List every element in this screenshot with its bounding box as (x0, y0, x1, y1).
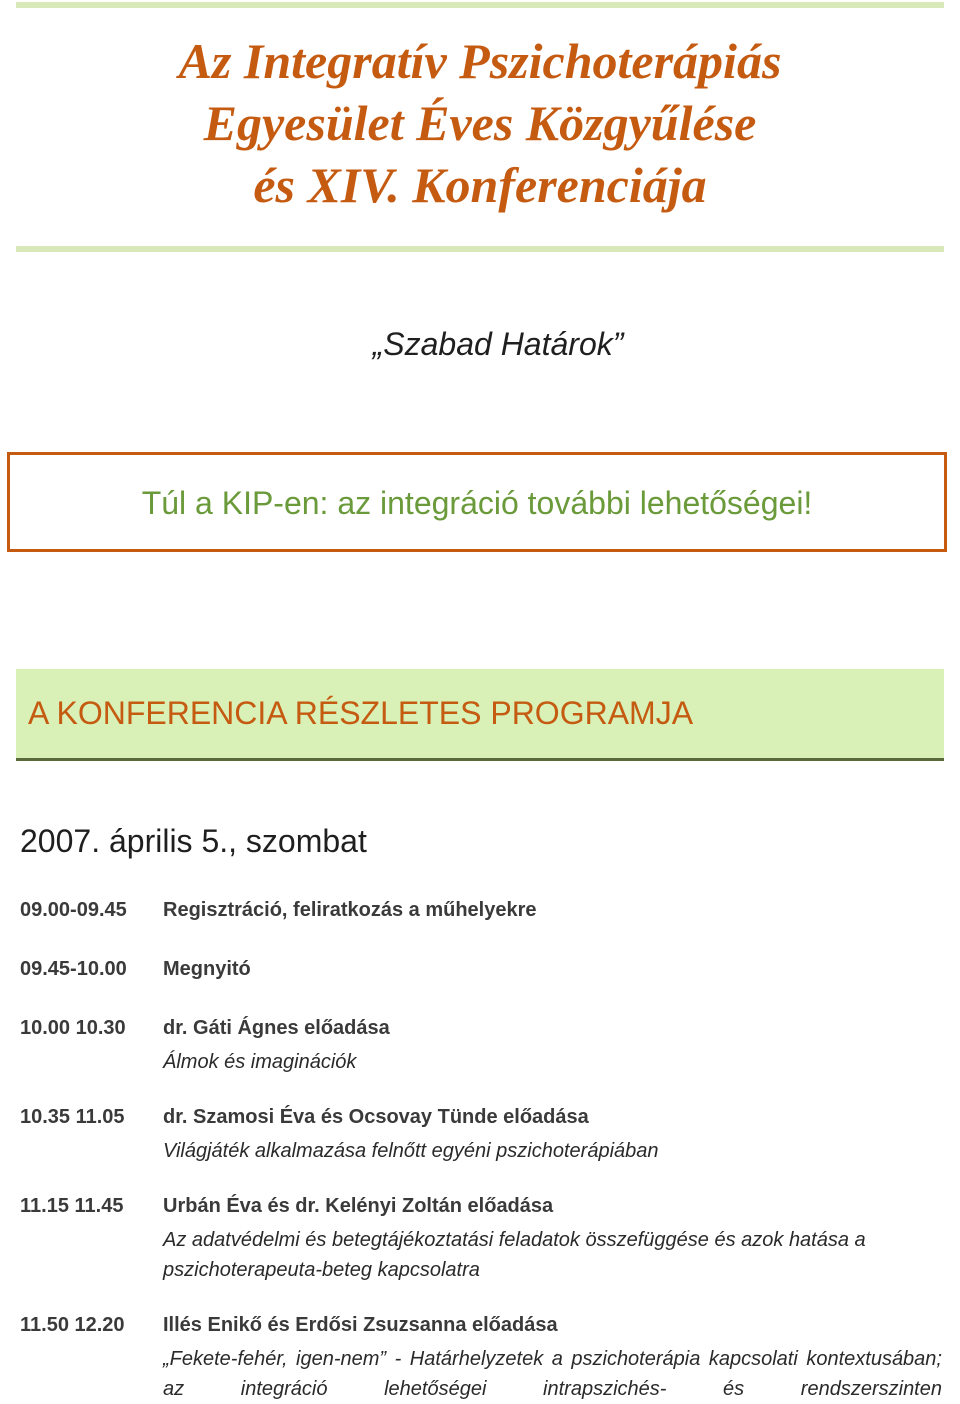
entry-speaker: dr. Gáti Ágnes előadása (163, 1017, 390, 1039)
conference-motto: „Szabad Határok” (372, 326, 624, 362)
entry-time: 11.15 11.45 (20, 1195, 124, 1217)
title-line-1: Az Integratív Pszichoterápiás (178, 33, 782, 89)
program-heading: A KONFERENCIA RÉSZLETES PROGRAMJA (28, 695, 694, 731)
entry-speaker: Illés Enikő és Erdősi Zsuzsanna előadása (163, 1314, 558, 1336)
entry-talk-title: Az adatvédelmi és betegtájékoztatási feladatok összefüggése és azok hatása a pszichoterapeuta-beteg kapcsolatra (163, 1229, 866, 1281)
entry-time: 11.50 12.20 (20, 1314, 125, 1336)
conference-subtitle: Túl a KIP-en: az integráció további lehetőségei! (141, 485, 813, 521)
entry-speaker: Regisztráció, feliratkozás a műhelyekre (163, 899, 537, 921)
entry-speaker: dr. Szamosi Éva és Ocsovay Tünde előadása (163, 1106, 589, 1128)
entry-time: 09.45-10.00 (20, 958, 127, 980)
entry-speaker: Megnyitó (163, 958, 251, 980)
entry-talk-title: Világjáték alkalmazása felnőtt egyéni pszichoterápiában (163, 1140, 659, 1162)
program-banner (16, 669, 944, 761)
title-divider (16, 246, 944, 252)
entry-speaker: Urbán Éva és dr. Kelényi Zoltán előadása (163, 1195, 554, 1217)
document-title (0, 30, 960, 216)
entry-talk-title: „Fekete-fehér, igen-nem” - Határhelyzetek a pszichoterápia kapcsolati kontextusában; az integráció lehetőségei intrapszichés- és rendszerszinten (163, 1348, 942, 1400)
title-line-3: és XIV. Konferenciája (253, 157, 707, 213)
top-divider (16, 2, 944, 8)
subtitle-box (7, 452, 947, 552)
entry-time: 10.00 10.30 (20, 1017, 126, 1039)
program-date: 2007. április 5., szombat (20, 823, 367, 859)
title-line-2: Egyesület Éves Közgyűlése (203, 95, 757, 151)
entry-time: 10.35 11.05 (20, 1106, 125, 1128)
entry-talk-title: Álmok és imaginációk (163, 1051, 357, 1073)
entry-time: 09.00-09.45 (20, 899, 127, 921)
